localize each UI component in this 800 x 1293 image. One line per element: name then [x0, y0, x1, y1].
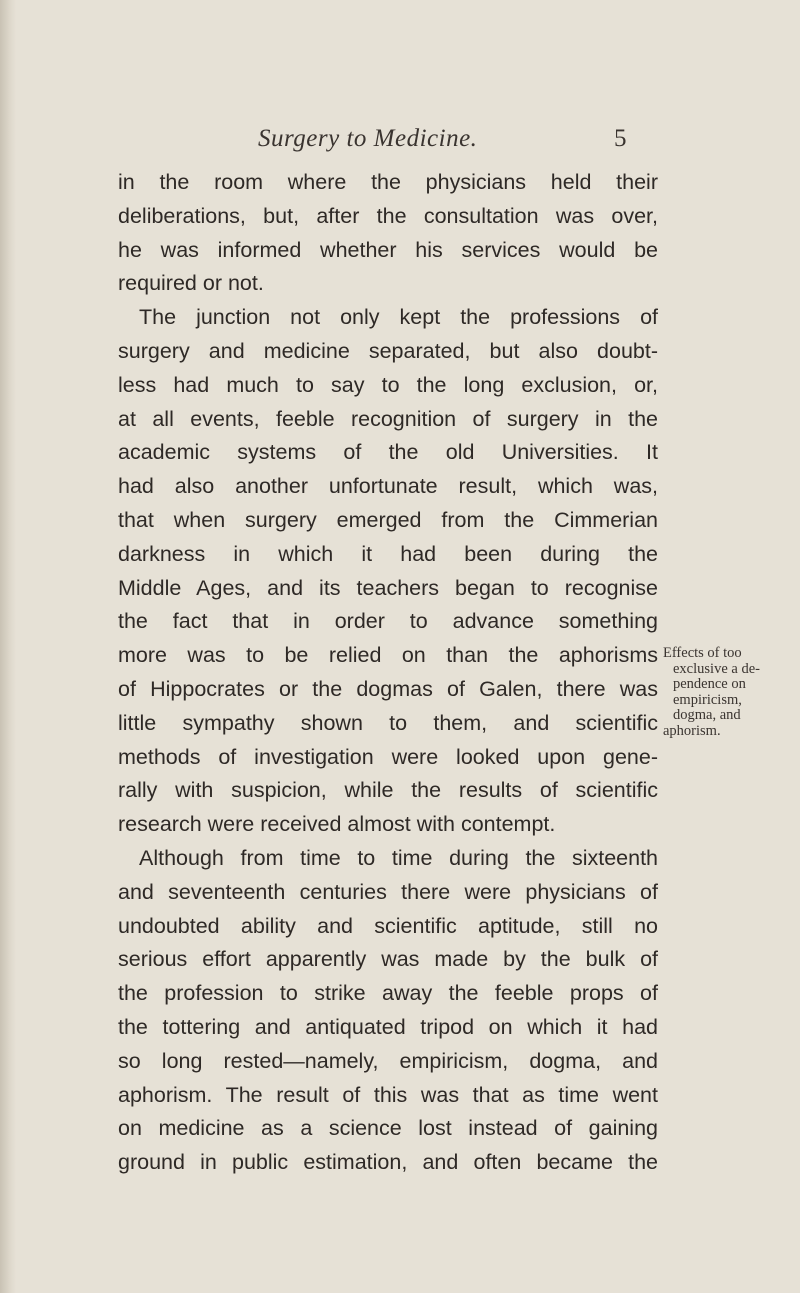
- text-line: darkness in which it had been during the: [118, 541, 658, 566]
- marginal-note-line: empiricism,: [673, 691, 742, 708]
- marginal-note-line: Effects of too: [663, 645, 742, 661]
- text-line: so long rested—namely, empiricism, dogma, and: [118, 1048, 658, 1073]
- text-line: less had much to say to the long exclusion, or,: [118, 372, 658, 397]
- page-binding-edge: [0, 0, 16, 1293]
- text-line: at all events, feeble recognition of surgery in the: [118, 406, 658, 431]
- text-line: of Hippocrates or the dogmas of Galen, there was: [118, 676, 658, 701]
- text-line: and seventeenth centuries there were physicians of: [118, 879, 658, 904]
- marginal-note: [663, 646, 789, 739]
- text-line: serious effort apparently was made by the bulk of: [118, 947, 658, 972]
- text-line: academic systems of the old Universities. It: [118, 440, 658, 465]
- text-line: methods of investigation were looked upon gene-: [118, 744, 658, 769]
- text-line: on medicine as a science lost instead of gaining: [118, 1116, 658, 1141]
- marginal-note-line: pendence on: [673, 676, 746, 692]
- text-line: required or not.: [118, 271, 264, 296]
- text-line: aphorism. The result of this was that as time went: [118, 1082, 658, 1107]
- text-line: surgery and medicine separated, but also doubt-: [118, 338, 658, 363]
- text-line: undoubted ability and scientific aptitude, still no: [118, 913, 658, 938]
- text-line: more was to be relied on than the aphorisms: [118, 643, 658, 668]
- text-line: rally with suspicion, while the results of scientific: [118, 778, 658, 803]
- text-line: little sympathy shown to them, and scientific: [118, 710, 658, 735]
- text-line: the profession to strike away the feeble props of: [118, 981, 658, 1006]
- text-line: had also another unfortunate result, which was,: [118, 474, 658, 499]
- text-line: that when surgery emerged from the Cimmerian: [118, 507, 658, 532]
- text-line: research were received almost with contempt.: [118, 812, 556, 837]
- running-title: Surgery to Medicine.: [258, 125, 478, 152]
- marginal-note-line: dogma, and: [673, 707, 741, 723]
- text-line: The junction not only kept the professions of: [139, 305, 658, 330]
- text-line: Although from time to time during the sixteenth: [139, 845, 658, 870]
- text-line: he was informed whether his services would be: [118, 237, 658, 262]
- text-line: ground in public estimation, and often became the: [118, 1150, 658, 1175]
- page-number: 5: [614, 125, 627, 152]
- marginal-note-line: aphorism.: [663, 722, 721, 739]
- running-head: [0, 125, 800, 165]
- text-line: in the room where the physicians held their: [118, 170, 658, 194]
- marginal-note-line: exclusive a de-: [673, 660, 760, 677]
- text-line: deliberations, but, after the consultation was over,: [118, 203, 658, 228]
- text-line: the fact that in order to advance something: [118, 609, 658, 634]
- text-line: Middle Ages, and its teachers began to recognise: [118, 575, 658, 600]
- body-text: [118, 166, 658, 1180]
- text-line: the tottering and antiquated tripod on which it had: [118, 1014, 658, 1039]
